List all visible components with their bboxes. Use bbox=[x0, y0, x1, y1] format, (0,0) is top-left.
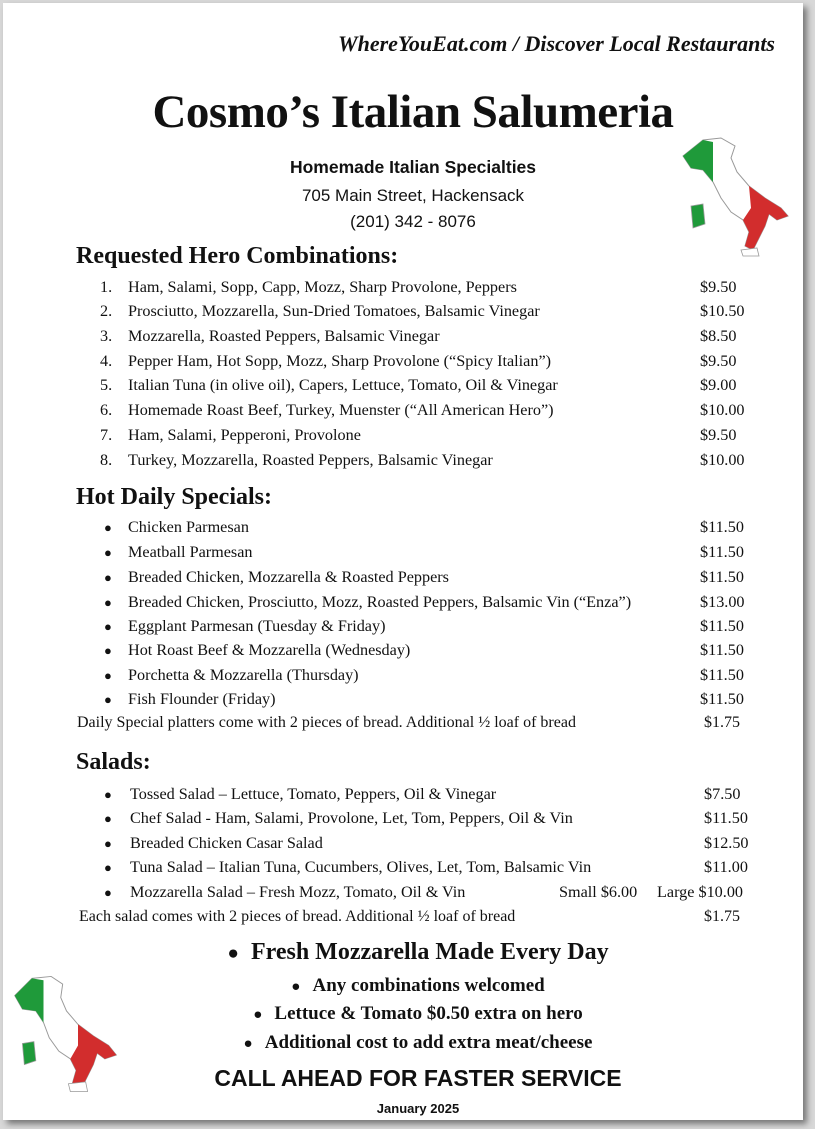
list-item bbox=[3, 327, 803, 351]
headline-text: Fresh Mozzarella Made Every Day bbox=[250, 939, 609, 965]
item-name: Breaded Chicken, Mozzarella & Roasted Peppers bbox=[128, 568, 449, 586]
item-name: Breaded Chicken Casar Salad bbox=[130, 834, 323, 852]
item-number: 8. bbox=[100, 451, 113, 469]
menu-date: January 2025 bbox=[376, 1101, 460, 1116]
extras-headline bbox=[3, 939, 815, 966]
specials-heading: Hot Daily Specials: bbox=[76, 484, 272, 510]
item-number: 4. bbox=[100, 352, 113, 370]
bullet-icon: ● bbox=[291, 978, 301, 995]
item-price: $11.50 bbox=[704, 809, 748, 827]
item-price: $12.50 bbox=[704, 834, 749, 852]
bullet-icon: ● bbox=[104, 545, 112, 560]
item-number: 6. bbox=[100, 401, 113, 419]
salads-heading: Salads: bbox=[76, 749, 151, 775]
list-item bbox=[3, 278, 803, 302]
specials-note-price: $1.75 bbox=[704, 714, 740, 731]
item-price: $11.50 bbox=[700, 518, 744, 536]
list-item bbox=[3, 666, 803, 690]
list-item bbox=[3, 302, 803, 326]
item-name: Italian Tuna (in olive oil), Capers, Lettuce, Tomato, Oil & Vinegar bbox=[128, 376, 558, 394]
list-item bbox=[3, 376, 803, 400]
item-price: $7.50 bbox=[704, 785, 741, 803]
list-item bbox=[3, 451, 803, 475]
item-name: Mozzarella Salad – Fresh Mozz, Tomato, Oil & Vin bbox=[130, 883, 466, 901]
list-item bbox=[3, 426, 803, 450]
list-item bbox=[3, 858, 803, 882]
restaurant-name: Cosmo’s Italian Salumeria bbox=[152, 86, 674, 138]
bullet-icon: ● bbox=[253, 1006, 263, 1023]
bullet-icon: ● bbox=[104, 885, 112, 900]
bullet-icon: ● bbox=[104, 860, 112, 875]
item-price: $10.50 bbox=[700, 302, 745, 320]
item-name: Breaded Chicken, Prosciutto, Mozz, Roasted Peppers, Balsamic Vin (“Enza”) bbox=[128, 593, 632, 611]
list-item bbox=[3, 690, 803, 714]
salads-note: Each salad comes with 2 pieces of bread. Additional ½ loaf of bread bbox=[79, 908, 516, 925]
list-item bbox=[3, 617, 803, 641]
small-price: Small $6.00 bbox=[559, 883, 638, 901]
item-price: $9.50 bbox=[700, 352, 737, 370]
salads-note-price: $1.75 bbox=[704, 908, 740, 925]
item-name: Homemade Roast Beef, Turkey, Muenster (“All American Hero”) bbox=[128, 401, 554, 419]
item-price: $10.00 bbox=[700, 401, 745, 419]
item-name: Ham, Salami, Sopp, Capp, Mozz, Sharp Provolone, Peppers bbox=[128, 278, 517, 296]
item-name: Pepper Ham, Hot Sopp, Mozz, Sharp Provolone (“Spicy Italian”) bbox=[128, 352, 552, 370]
item-number: 2. bbox=[100, 302, 113, 320]
extras-line-text: Any combinations welcomed bbox=[312, 975, 545, 996]
item-name: Turkey, Mozzarella, Roasted Peppers, Balsamic Vinegar bbox=[128, 451, 493, 469]
list-item bbox=[3, 518, 803, 542]
extras-line bbox=[3, 975, 815, 997]
item-price: $11.50 bbox=[700, 543, 744, 561]
call-ahead-banner: CALL AHEAD FOR FASTER SERVICE bbox=[214, 1065, 622, 1091]
list-item bbox=[3, 568, 803, 592]
item-name: Chef Salad - Ham, Salami, Provolone, Let, Tom, Peppers, Oil & Vin bbox=[130, 809, 573, 827]
heroes-heading: Requested Hero Combinations: bbox=[76, 243, 399, 269]
item-name: Ham, Salami, Pepperoni, Provolone bbox=[128, 426, 361, 444]
list-item bbox=[3, 785, 803, 809]
item-price: $9.00 bbox=[700, 376, 737, 394]
item-name: Meatball Parmesan bbox=[128, 543, 253, 561]
tagline: Homemade Italian Specialties bbox=[289, 157, 537, 177]
item-name: Prosciutto, Mozzarella, Sun-Dried Tomatoes, Balsamic Vinegar bbox=[128, 302, 540, 320]
specials-note: Daily Special platters come with 2 pieces of bread. Additional ½ loaf of bread bbox=[77, 714, 576, 731]
bullet-icon: ● bbox=[243, 1035, 253, 1052]
watermark: WhereYouEat.com / Discover Local Restaurants bbox=[338, 31, 775, 56]
bullet-icon: ● bbox=[227, 943, 239, 964]
bullet-icon: ● bbox=[104, 619, 112, 634]
item-number: 7. bbox=[100, 426, 113, 444]
item-price: $11.00 bbox=[704, 858, 748, 876]
item-name: Tuna Salad – Italian Tuna, Cucumbers, Olives, Let, Tom, Balsamic Vin bbox=[130, 858, 592, 876]
item-price: $11.50 bbox=[700, 690, 744, 708]
italy-flag-map-icon bbox=[673, 128, 793, 258]
item-name: Tossed Salad – Lettuce, Tomato, Peppers, Oil & Vinegar bbox=[130, 785, 497, 803]
list-item bbox=[3, 834, 803, 858]
item-price: $11.50 bbox=[700, 568, 744, 586]
bullet-icon: ● bbox=[104, 595, 112, 610]
item-price: $11.50 bbox=[700, 666, 744, 684]
item-name: Chicken Parmesan bbox=[128, 518, 249, 536]
extras-line-text: Lettuce & Tomato $0.50 extra on hero bbox=[274, 1003, 583, 1024]
item-name: Porchetta & Mozzarella (Thursday) bbox=[128, 666, 359, 684]
extras-line bbox=[3, 1003, 815, 1025]
item-price: $11.50 bbox=[700, 617, 744, 635]
bullet-icon: ● bbox=[104, 692, 112, 707]
bullet-icon: ● bbox=[104, 570, 112, 585]
list-item bbox=[3, 401, 803, 425]
item-name: Fish Flounder (Friday) bbox=[128, 690, 276, 708]
item-number: 3. bbox=[100, 327, 113, 345]
item-price: $13.00 bbox=[700, 593, 745, 611]
bullet-icon: ● bbox=[104, 836, 112, 851]
large-price: Large $10.00 bbox=[657, 883, 744, 901]
item-price: $9.50 bbox=[700, 426, 737, 444]
bullet-icon: ● bbox=[104, 668, 112, 683]
bullet-icon: ● bbox=[104, 787, 112, 802]
item-name: Mozzarella, Roasted Peppers, Balsamic Vinegar bbox=[128, 327, 440, 345]
item-price: $11.50 bbox=[700, 641, 744, 659]
bullet-icon: ● bbox=[104, 811, 112, 826]
item-price: $8.50 bbox=[700, 327, 737, 345]
item-price: $10.00 bbox=[700, 451, 745, 469]
extras-line-text: Additional cost to add extra meat/cheese bbox=[264, 1032, 593, 1053]
bullet-icon: ● bbox=[104, 643, 112, 658]
extras-line bbox=[3, 1032, 815, 1054]
list-item bbox=[3, 543, 803, 567]
item-name: Hot Roast Beef & Mozzarella (Wednesday) bbox=[128, 641, 411, 659]
item-number: 1. bbox=[100, 278, 113, 296]
bullet-icon: ● bbox=[104, 520, 112, 535]
list-item bbox=[3, 352, 803, 376]
list-item bbox=[3, 883, 803, 907]
item-price: $9.50 bbox=[700, 278, 737, 296]
list-item bbox=[3, 641, 803, 665]
item-name: Eggplant Parmesan (Tuesday & Friday) bbox=[128, 617, 386, 635]
list-item bbox=[3, 593, 803, 617]
item-number: 5. bbox=[100, 376, 113, 394]
menu-page bbox=[3, 3, 803, 1120]
phone: (201) 342 - 8076 bbox=[350, 212, 476, 231]
address: 705 Main Street, Hackensack bbox=[301, 186, 525, 205]
list-item bbox=[3, 809, 803, 833]
